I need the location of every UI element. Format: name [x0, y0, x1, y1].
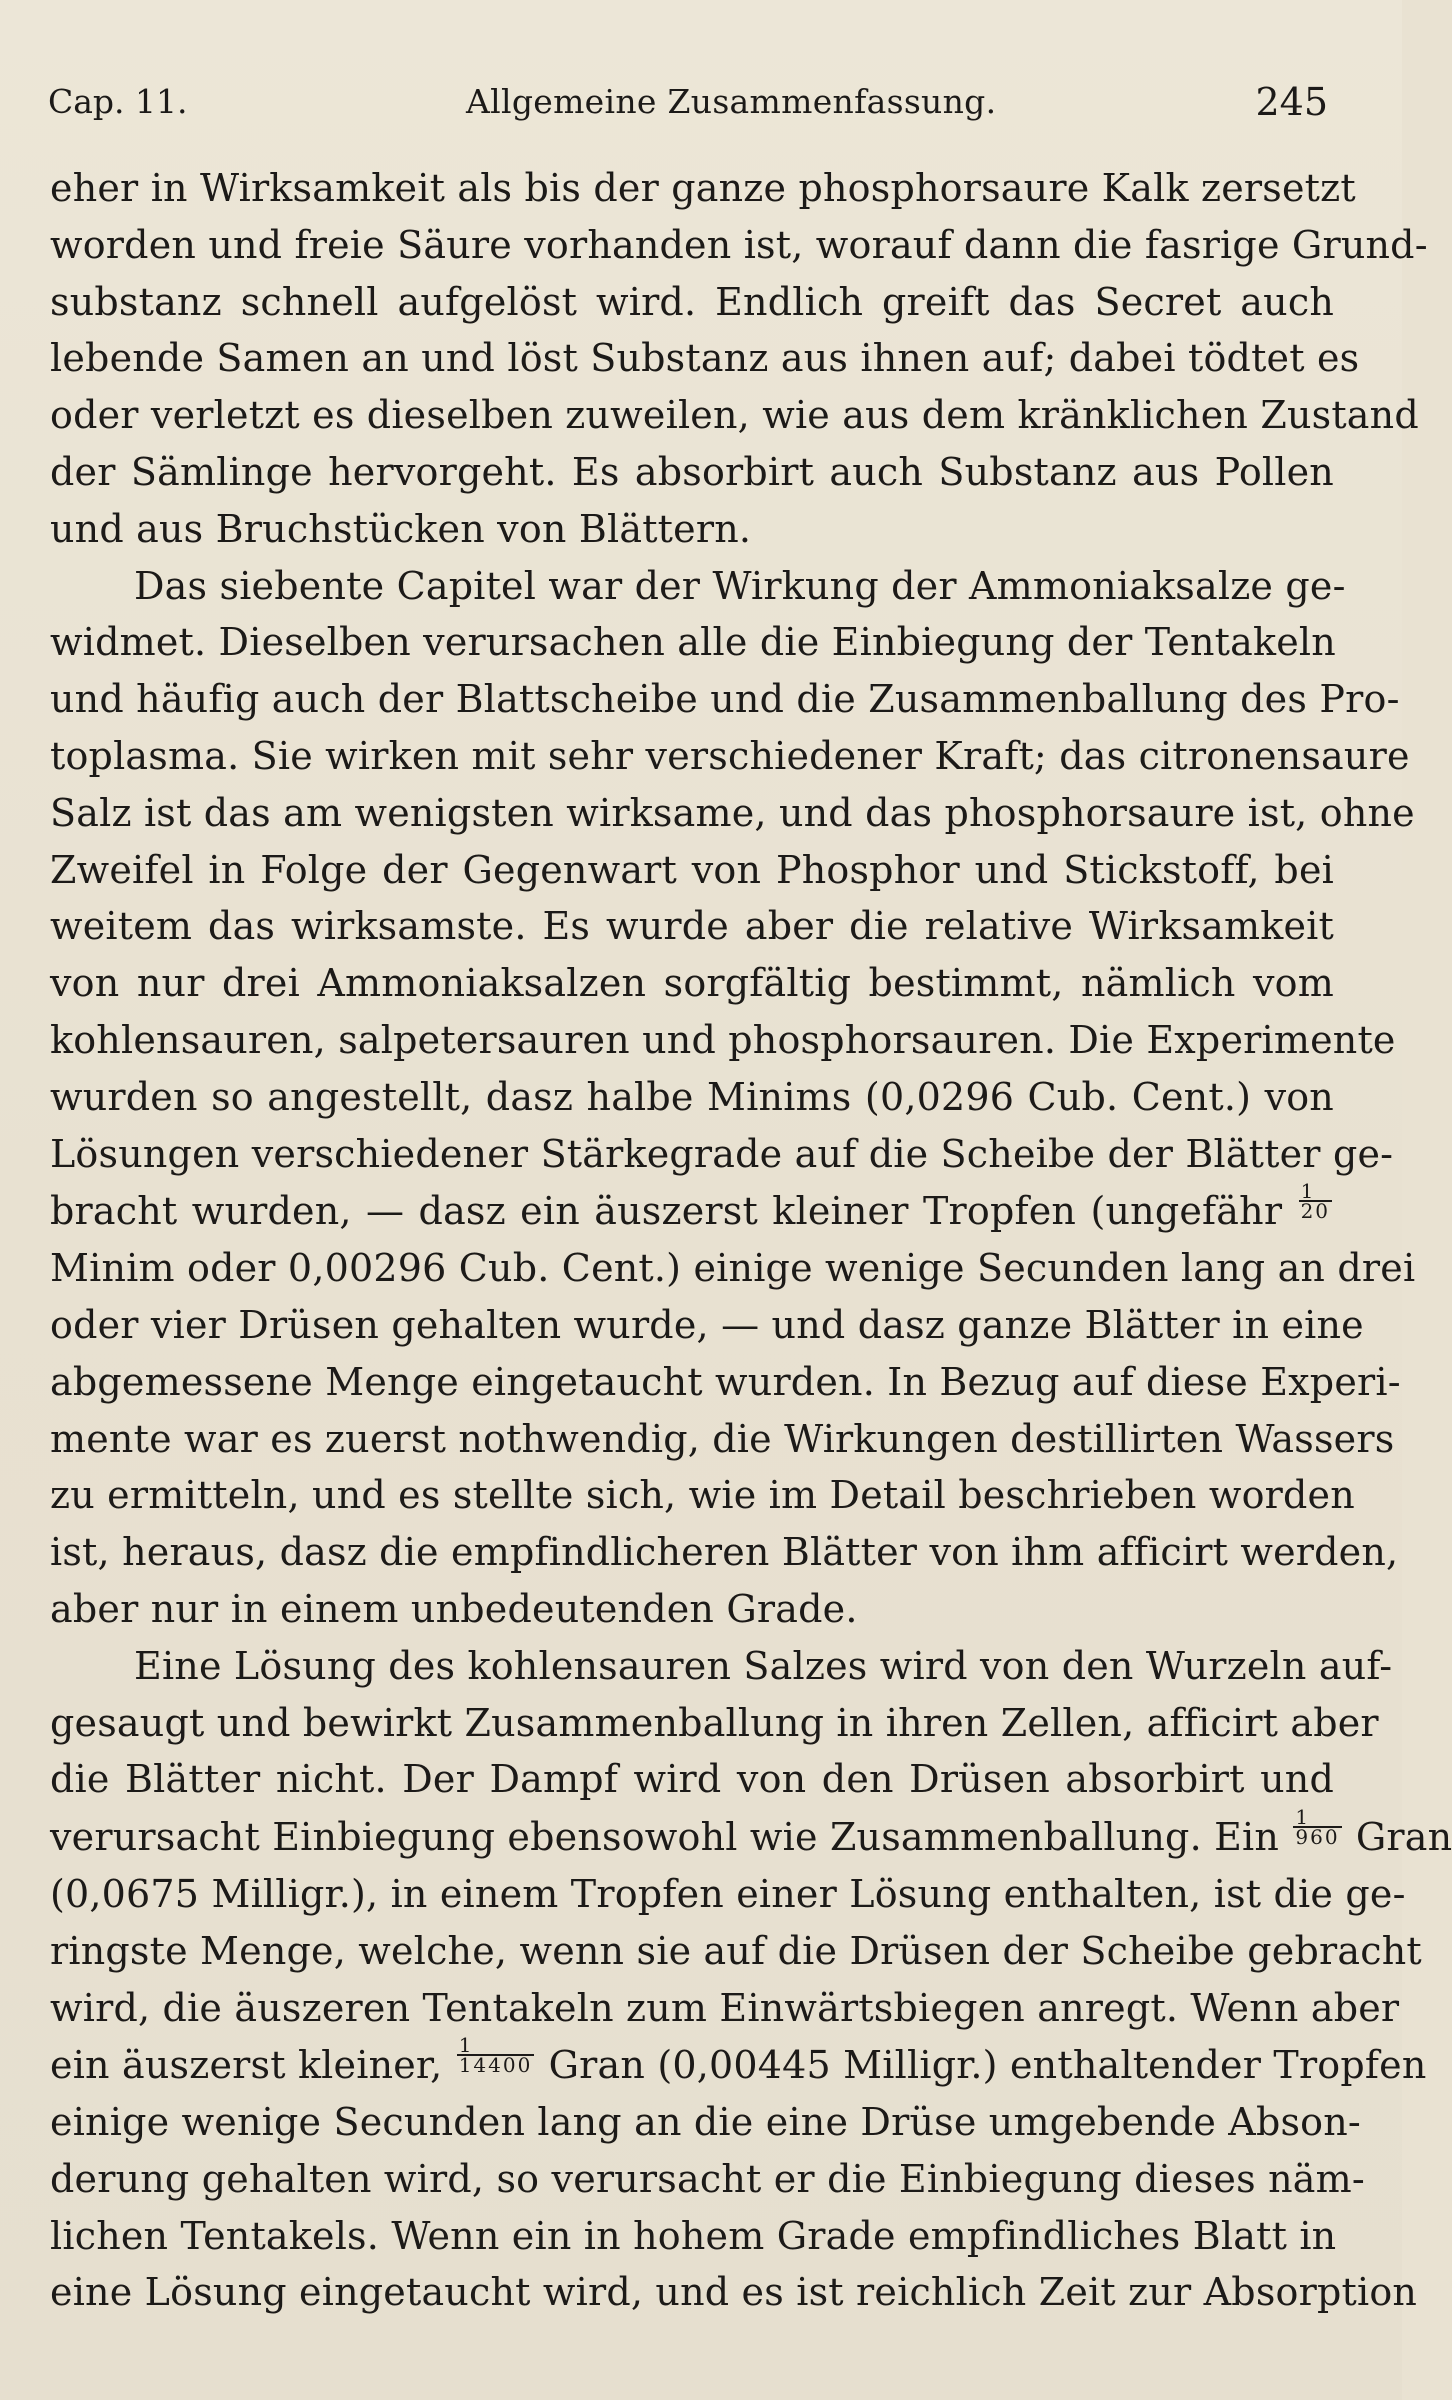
text-line: einige wenige Secunden lang an die eine Drüse umgebende Abson-: [50, 2100, 1361, 2145]
text-line: weitem das wirksamste. Es wurde aber die relative Wirksamkeit: [50, 904, 1334, 949]
text-line: Lösungen verschiedener Stärkegrade auf die Scheibe der Blätter ge-: [50, 1131, 1394, 1176]
text-line: der Sämlinge hervorgeht. Es absorbirt auch Substanz aus Pollen: [50, 449, 1334, 494]
text-line: Salz ist das am wenigsten wirksame, und das phosphorsaure ist, ohne: [50, 790, 1415, 835]
text-line-with-fraction: [50, 1179, 1334, 1240]
text-line: und häufig auch der Blattscheibe und die Zusammenballung des Pro-: [50, 677, 1400, 722]
paragraph-1: [50, 160, 1428, 558]
fraction-numerator: 1: [1293, 1808, 1341, 1828]
text-line-with-fraction: [50, 1805, 1452, 1866]
paragraph-2: [50, 558, 1416, 1638]
text-line: gesaugt und bewirkt Zusammenballung in ihren Zellen, afficirt aber: [50, 1700, 1379, 1745]
text-segment: Gran (0,00445 Milligr.) enthaltender Tropfen: [548, 2043, 1427, 2088]
fraction-one-twentieth: [1299, 1179, 1332, 1224]
fraction-denominator: 960: [1295, 1825, 1340, 1850]
text-line: Das siebente Capitel war der Wirkung der Ammoniaksalze ge-: [134, 563, 1346, 608]
text-line: widmet. Dieselben verursachen alle die Einbiegung der Tentakeln: [50, 620, 1336, 665]
text-line: Zweifel in Folge der Gegenwart von Phosphor und Stickstoff, bei: [50, 847, 1334, 892]
text-line: (0,0675 Milligr.), in einem Tropfen einer Lösung enthalten, ist die ge-: [50, 1871, 1406, 1916]
text-line: lebende Samen an und löst Substanz aus ihnen auf; dabei tödtet es: [50, 336, 1360, 381]
fraction-one-14400th: [457, 2033, 535, 2078]
fraction-numerator: 1: [1299, 1182, 1332, 1202]
text-line: toplasma. Sie wirken mit sehr verschiedener Kraft; das citronensaure: [50, 733, 1410, 778]
text-segment: verursacht Einbiegung ebensowohl wie Zusammenballung. Ein: [50, 1815, 1280, 1860]
text-line: oder vier Drüsen gehalten wurde, — und dasz ganze Blätter in eine: [50, 1302, 1364, 1347]
text-line: oder verletzt es dieselben zuweilen, wie aus dem kränklichen Zustand: [50, 393, 1419, 438]
text-line: eine Lösung eingetaucht wird, und es ist reichlich Zeit zur Absorption: [50, 2270, 1418, 2315]
text-line: zu ermitteln, und es stellte sich, wie im Detail beschrieben worden: [50, 1473, 1355, 1518]
text-line: aber nur in einem unbedeutenden Grade.: [50, 1586, 858, 1631]
fraction-denominator: 14400: [458, 2053, 533, 2078]
text-line: wird, die äuszeren Tentakeln zum Einwärtsbiegen anregt. Wenn aber: [50, 1985, 1400, 2030]
text-line: mente war es zuerst nothwendig, die Wirkungen destillirten Wassers: [50, 1416, 1395, 1461]
fraction-denominator: 20: [1300, 1199, 1331, 1224]
running-head: [48, 72, 1328, 132]
text-segment: bracht wurden, — dasz ein äuszerst kleiner Tropfen (ungefähr: [50, 1189, 1283, 1234]
body-text: [50, 160, 1452, 2321]
paragraph-3: [50, 1638, 1452, 2322]
fraction-one-960th: [1293, 1805, 1341, 1850]
text-line: von nur drei Ammoniaksalzen sorgfältig bestimmt, nämlich vom: [50, 961, 1334, 1006]
text-line: kohlensauren, salpetersauren und phosphorsauren. Die Experimente: [50, 1017, 1396, 1062]
text-line: wurden so angestellt, dasz halbe Minims (0,0296 Cub. Cent.) von: [50, 1074, 1334, 1119]
text-line-with-fraction: [50, 2033, 1427, 2094]
text-line: ist, heraus, dasz die empfindlicheren Blätter von ihm afficirt werden,: [50, 1530, 1399, 1575]
text-line: derung gehalten wird, so verursacht er die Einbiegung dieses näm-: [50, 2156, 1365, 2201]
text-line: Eine Lösung des kohlensauren Salzes wird von den Wurzeln auf-: [134, 1643, 1393, 1688]
text-segment: Gran: [1355, 1815, 1452, 1860]
text-line: worden und freie Säure vorhanden ist, worauf dann die fasrige Grund-: [50, 222, 1428, 267]
text-line: die Blätter nicht. Der Dampf wird von den Drüsen absorbirt und: [50, 1757, 1334, 1802]
text-line: eher in Wirksamkeit als bis der ganze phosphorsaure Kalk zersetzt: [50, 166, 1356, 210]
running-title: Allgemeine Zusammenfassung.: [466, 82, 997, 121]
text-line: ringste Menge, welche, wenn sie auf die Drüsen der Scheibe gebracht: [50, 1928, 1422, 1973]
fraction-numerator: 1: [457, 2036, 535, 2056]
text-line: lichen Tentakels. Wenn ein in hohem Grade empfindliches Blatt in: [50, 2213, 1337, 2258]
text-line: und aus Bruchstücken von Blättern.: [50, 506, 752, 551]
text-line: Minim oder 0,00296 Cub. Cent.) einige wenige Secunden lang an drei: [50, 1246, 1416, 1291]
chapter-label: Cap. 11.: [48, 82, 188, 121]
text-line: abgemessene Menge eingetaucht wurden. In Bezug auf diese Experi-: [50, 1359, 1401, 1404]
text-line: substanz schnell aufgelöst wird. Endlich greift das Secret auch: [50, 279, 1334, 324]
text-segment: ein äuszerst kleiner,: [50, 2043, 443, 2088]
page-number: 245: [1255, 80, 1328, 124]
